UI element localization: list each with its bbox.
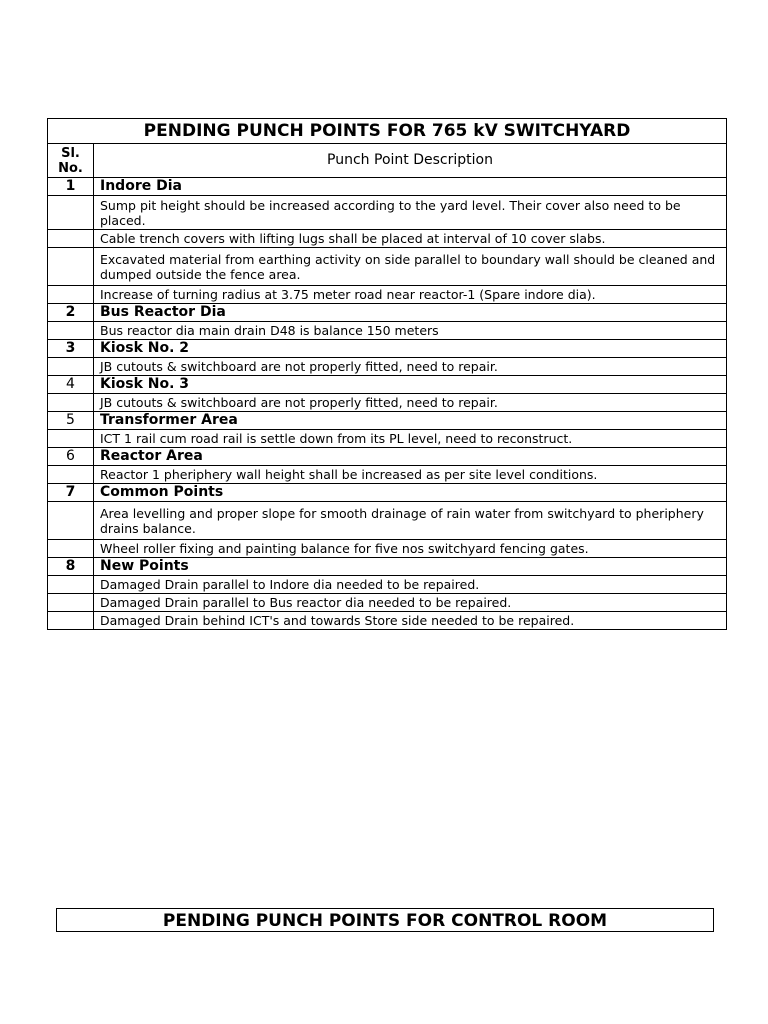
- table-title: PENDING PUNCH POINTS FOR 765 kV SWITCHYARD: [48, 119, 727, 144]
- punch-item: Damaged Drain behind ICT's and towards Store side needed to be repaired.: [94, 612, 727, 630]
- description-header: Punch Point Description: [94, 144, 727, 178]
- punch-item: ICT 1 rail cum road rail is settle down from its PL level, need to reconstruct.: [94, 430, 727, 448]
- table-row: [48, 594, 727, 612]
- row-number-cell: [48, 394, 94, 412]
- section-name: Common Points: [94, 484, 727, 502]
- table-row: [48, 358, 727, 376]
- section-row: [48, 558, 727, 576]
- section-name: Bus Reactor Dia: [94, 304, 727, 322]
- table-row: [48, 248, 727, 286]
- table-row: [48, 394, 727, 412]
- section-name: New Points: [94, 558, 727, 576]
- section-name: Indore Dia: [94, 178, 727, 196]
- table-row: [48, 502, 727, 540]
- punch-item: Cable trench covers with lifting lugs shall be placed at interval of 10 cover slabs.: [94, 230, 727, 248]
- row-number-cell: [48, 286, 94, 304]
- section-number: 6: [48, 448, 94, 466]
- table-row: [48, 612, 727, 630]
- row-number-cell: [48, 576, 94, 594]
- row-number-cell: [48, 540, 94, 558]
- section-number: 7: [48, 484, 94, 502]
- punch-item: Sump pit height should be increased according to the yard level. Their cover also need to be placed.: [94, 196, 727, 230]
- section-number: 1: [48, 178, 94, 196]
- section-row: [48, 484, 727, 502]
- table-row: [48, 466, 727, 484]
- section-number: 8: [48, 558, 94, 576]
- row-number-cell: [48, 430, 94, 448]
- row-number-cell: [48, 196, 94, 230]
- punch-item: Excavated material from earthing activity on side parallel to boundary wall should be cleaned and dumped outside the fence area.: [94, 248, 727, 286]
- section-name: Reactor Area: [94, 448, 727, 466]
- table-row: [48, 430, 727, 448]
- section-row: [48, 178, 727, 196]
- section-number: 5: [48, 412, 94, 430]
- punch-item: Reactor 1 pheriphery wall height shall be increased as per site level conditions.: [94, 466, 727, 484]
- section-row: [48, 340, 727, 358]
- table-row: [48, 230, 727, 248]
- section-name: Transformer Area: [94, 412, 727, 430]
- table-header-row: [48, 144, 727, 178]
- table-row: [48, 576, 727, 594]
- punch-item: Damaged Drain parallel to Bus reactor dia needed to be repaired.: [94, 594, 727, 612]
- control-room-title: PENDING PUNCH POINTS FOR CONTROL ROOM: [56, 908, 714, 932]
- section-row: [48, 376, 727, 394]
- switchyard-punch-table: [47, 118, 727, 630]
- section-name: Kiosk No. 3: [94, 376, 727, 394]
- table-row: [48, 196, 727, 230]
- sl-no-header: [48, 144, 94, 178]
- row-number-cell: [48, 358, 94, 376]
- punch-item: JB cutouts & switchboard are not properly fitted, need to repair.: [94, 394, 727, 412]
- punch-item: Wheel roller fixing and painting balance for five nos switchyard fencing gates.: [94, 540, 727, 558]
- punch-item: Area levelling and proper slope for smooth drainage of rain water from switchyard to pheriphery drains balance.: [94, 502, 727, 540]
- section-number: 4: [48, 376, 94, 394]
- section-row: [48, 412, 727, 430]
- row-number-cell: [48, 594, 94, 612]
- section-number: 3: [48, 340, 94, 358]
- section-number: 2: [48, 304, 94, 322]
- row-number-cell: [48, 466, 94, 484]
- row-number-cell: [48, 230, 94, 248]
- row-number-cell: [48, 612, 94, 630]
- punch-item: Bus reactor dia main drain D48 is balance 150 meters: [94, 322, 727, 340]
- row-number-cell: [48, 502, 94, 540]
- punch-item: Increase of turning radius at 3.75 meter road near reactor-1 (Spare indore dia).: [94, 286, 727, 304]
- section-row: [48, 304, 727, 322]
- table-title-row: [48, 119, 727, 144]
- punch-item: JB cutouts & switchboard are not properly fitted, need to repair.: [94, 358, 727, 376]
- sl-no-header-text: Sl. No.: [58, 145, 83, 176]
- table-row: [48, 322, 727, 340]
- table-row: [48, 286, 727, 304]
- section-row: [48, 448, 727, 466]
- row-number-cell: [48, 248, 94, 286]
- row-number-cell: [48, 322, 94, 340]
- section-name: Kiosk No. 2: [94, 340, 727, 358]
- table-row: [48, 540, 727, 558]
- punch-item: Damaged Drain parallel to Indore dia needed to be repaired.: [94, 576, 727, 594]
